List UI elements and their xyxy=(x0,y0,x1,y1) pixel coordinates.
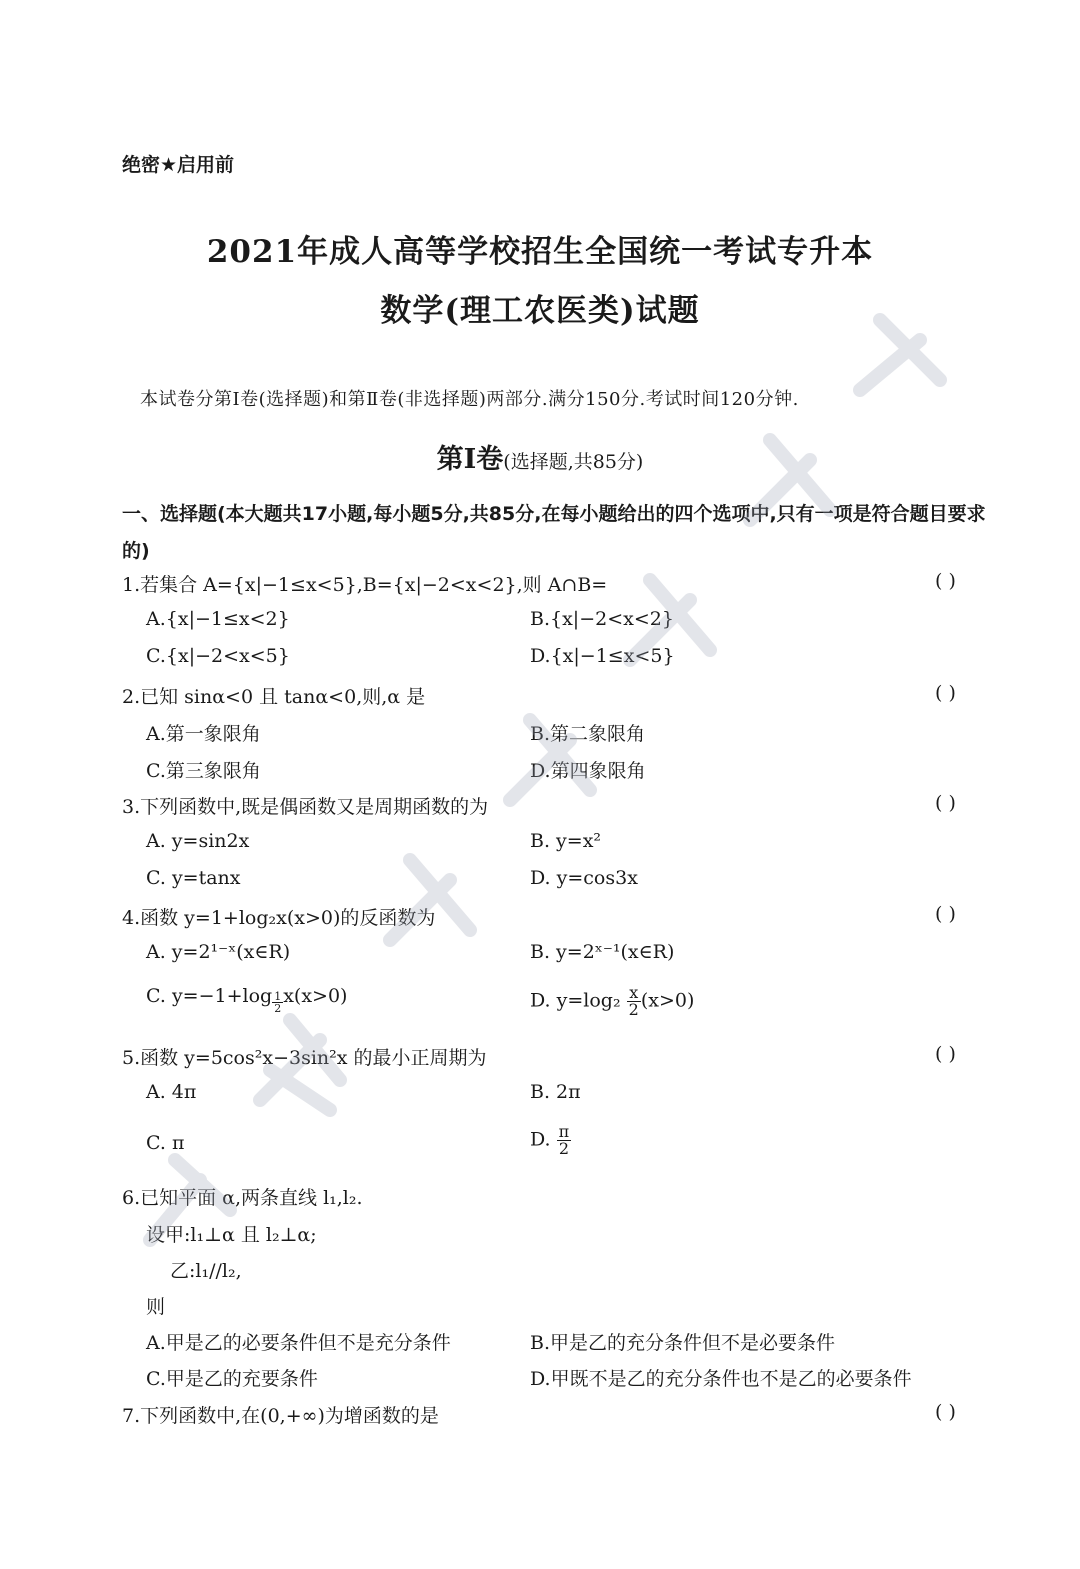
question-6-condition-a: 设甲:l₁⊥α 且 l₂⊥α; xyxy=(146,1224,317,1246)
question-1-answer-blank: ( ) xyxy=(935,570,956,592)
question-3-stem: 3.下列函数中,既是偶函数又是周期函数的为 xyxy=(122,796,489,818)
question-1-option-d: D.{x|−1≤x<5} xyxy=(530,645,675,667)
question-5-answer-blank: ( ) xyxy=(935,1043,956,1065)
question-2-option-c: C.第三象限角 xyxy=(146,760,261,782)
question-4-option-d-text: D. y=log₂ xyxy=(530,989,621,1012)
question-3-option-d: D. y=cos3x xyxy=(530,867,638,889)
question-6-option-d: D.甲既不是乙的充分条件也不是乙的必要条件 xyxy=(530,1368,912,1390)
question-5-option-b: B. 2π xyxy=(530,1081,581,1103)
volume-note: (选择题,共85分) xyxy=(503,451,644,473)
question-5-option-a: A. 4π xyxy=(146,1081,197,1103)
question-6-then: 则 xyxy=(146,1296,166,1318)
question-5-fraction xyxy=(557,1124,572,1157)
question-1-stem: 1.若集合 A={x|−1≤x<5},B={x|−2<x<2},则 A∩B= xyxy=(122,574,608,596)
question-6-option-a: A.甲是乙的必要条件但不是充分条件 xyxy=(146,1332,451,1354)
fraction-denominator: 2 xyxy=(558,1139,569,1158)
question-4-stem: 4.函数 y=1+log₂x(x>0)的反函数为 xyxy=(122,907,436,929)
question-4-log-base xyxy=(272,991,283,1014)
question-5-option-d xyxy=(530,1124,571,1157)
question-4-option-c xyxy=(146,985,347,1014)
question-2-stem: 2.已知 sinα<0 且 tanα<0,则,α 是 xyxy=(122,686,426,708)
question-2-option-a: A.第一象限角 xyxy=(146,723,261,745)
question-5-option-c: C. π xyxy=(146,1132,185,1154)
log-base-numerator: 1 xyxy=(274,990,282,1003)
fraction-numerator: x xyxy=(627,985,641,1002)
fraction-numerator: π xyxy=(558,1122,570,1141)
exam-title: 2021年成人高等学校招生全国统一考试专升本 xyxy=(206,234,874,270)
question-7-answer-blank: ( ) xyxy=(935,1401,956,1423)
question-6-condition-b: 乙:l₁//l₂, xyxy=(170,1260,242,1282)
question-1-option-b: B.{x|−2<x<2} xyxy=(530,608,674,630)
question-3-option-b: B. y=x² xyxy=(530,830,602,852)
fraction-denominator: 2 xyxy=(628,1000,639,1019)
question-1-option-a: A.{x|−1≤x<2} xyxy=(146,608,290,630)
question-4-option-d-tail: (x>0) xyxy=(640,989,695,1012)
question-1-option-c: C.{x|−2<x<5} xyxy=(146,645,290,667)
question-6-option-c: C.甲是乙的充要条件 xyxy=(146,1368,318,1390)
question-4-option-d xyxy=(530,985,694,1018)
question-4-answer-blank: ( ) xyxy=(935,903,956,925)
question-6-stem: 6.已知平面 α,两条直线 l₁,l₂. xyxy=(122,1187,363,1209)
question-5-stem: 5.函数 y=5cos²x−3sin²x 的最小正周期为 xyxy=(122,1047,487,1069)
question-3-answer-blank: ( ) xyxy=(935,792,956,814)
volume-heading xyxy=(0,437,1080,476)
log-base-denominator: 2 xyxy=(274,1002,282,1015)
question-2-option-b: B.第二象限角 xyxy=(530,723,646,745)
question-7-stem: 7.下列函数中,在(0,+∞)为增函数的是 xyxy=(122,1405,439,1427)
question-5-option-d-label: D. xyxy=(530,1128,551,1151)
question-4-option-a: A. y=2¹⁻ˣ(x∈R) xyxy=(146,941,291,963)
question-3-option-a: A. y=sin2x xyxy=(146,830,250,852)
question-2-option-d: D.第四象限角 xyxy=(530,760,646,782)
question-6-option-b: B.甲是乙的充分条件但不是必要条件 xyxy=(530,1332,836,1354)
question-4-option-c-tail: x(x>0) xyxy=(283,985,348,1007)
question-4-option-c-text: C. y=−1+log xyxy=(146,985,273,1007)
exam-instructions: 本试卷分第Ⅰ卷(选择题)和第Ⅱ卷(非选择题)两部分.满分150分.考试时间120分钟. xyxy=(140,389,799,410)
question-2-answer-blank: ( ) xyxy=(935,682,956,704)
question-4-fraction xyxy=(627,985,641,1018)
question-3-option-c: C. y=tanx xyxy=(146,867,241,889)
confidential-label: 绝密★启用前 xyxy=(122,154,235,176)
volume-title: 第Ⅰ卷 xyxy=(436,444,504,475)
exam-subtitle: 数学(理工农医类)试题 xyxy=(380,293,700,329)
question-4-option-b: B. y=2ˣ⁻¹(x∈R) xyxy=(530,941,675,963)
section-title: 一、选择题(本大题共17小题,每小题5分,共85分,在每小题给出的四个选项中,只有一项是符合题目要求的) xyxy=(122,503,986,562)
